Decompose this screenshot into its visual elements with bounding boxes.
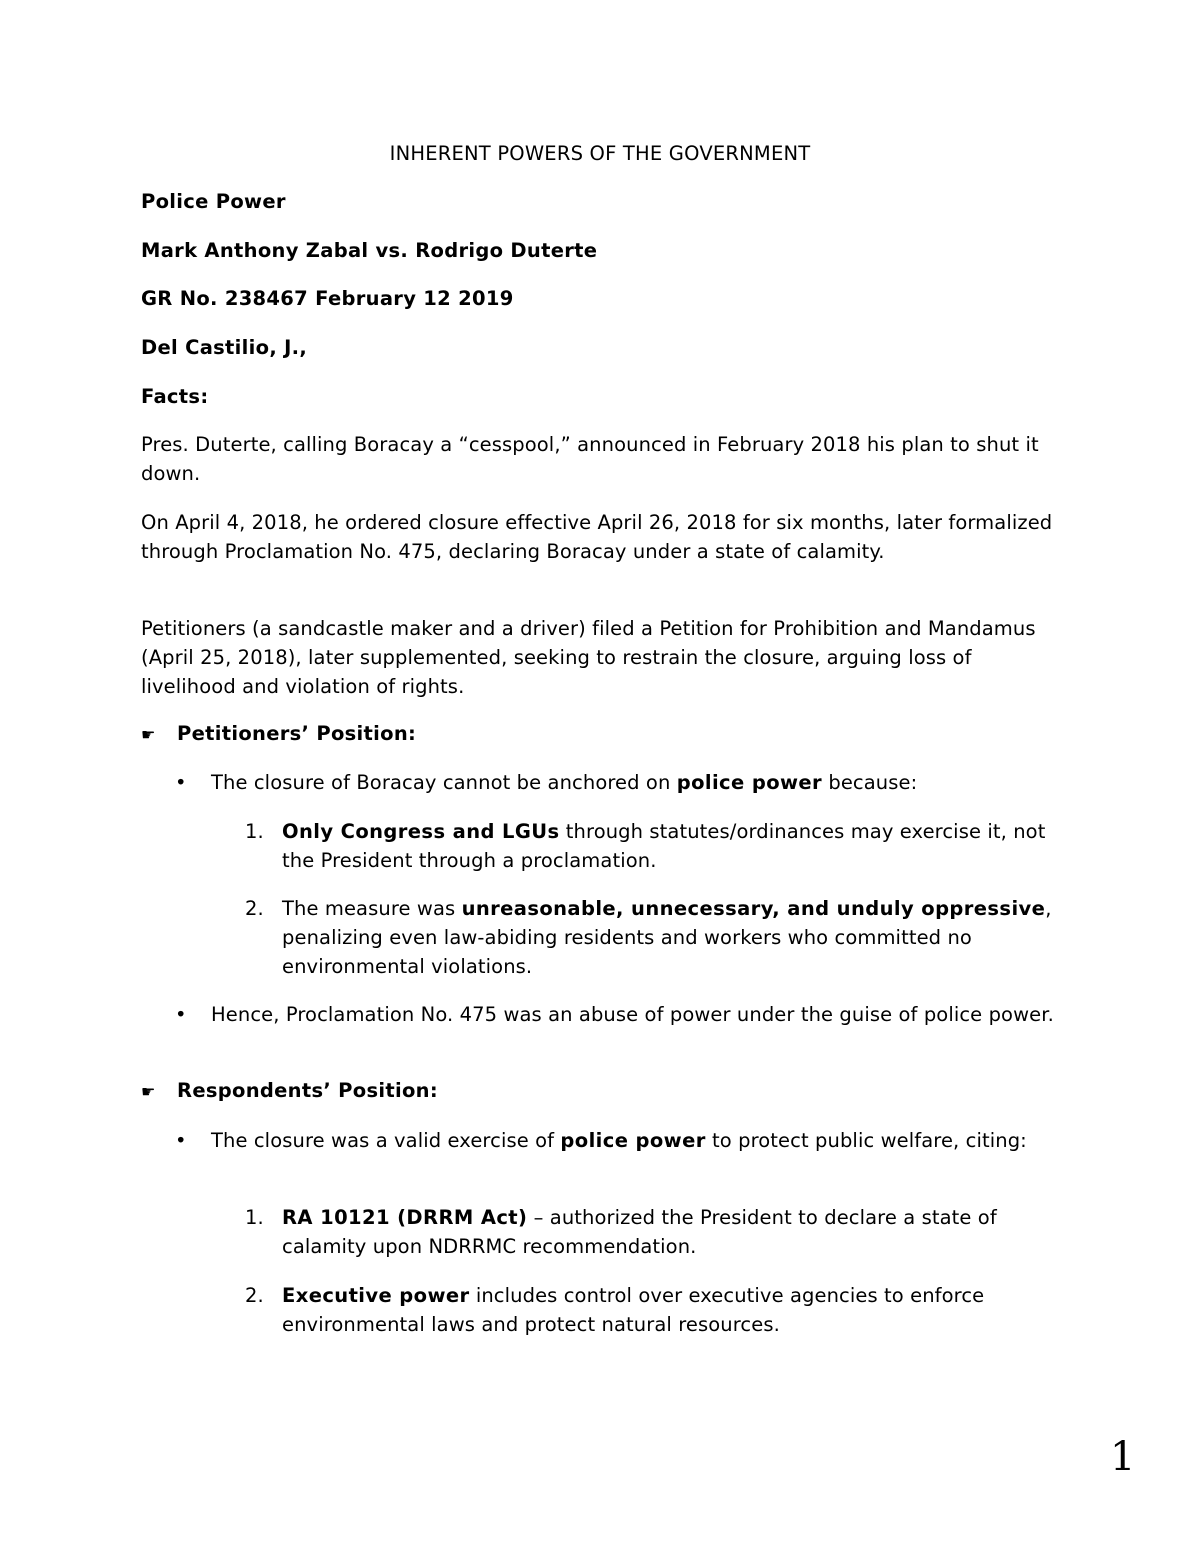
list-number: 1. [245, 820, 264, 843]
petitioners-heading [141, 720, 416, 749]
gr-number: GR No. 238467 February 12 2019 [141, 287, 514, 310]
bullet-icon: • [175, 1003, 187, 1026]
list-item: • The closure was a valid exercise of police power to protect public welfare, citing: [175, 1126, 1075, 1155]
list-item: 2. The measure was unreasonable, unnecessary, and unduly oppressive, penalizing even law-abiding residents and workers who committed no environmental violations. [245, 894, 1065, 981]
list-item: 2. Executive power includes control over executive agencies to enforce environmental laws and protect natural resources. [245, 1281, 1065, 1339]
bullet-icon: • [175, 771, 187, 794]
petitioners-heading-text: Petitioners’ Position: [177, 722, 417, 745]
list-number: 2. [245, 1284, 264, 1307]
section-heading: Police Power [141, 190, 286, 213]
pointing-hand-icon: ☛ [141, 1082, 156, 1101]
list-item: 1. Only Congress and LGUs through statutes/ordinances may exercise it, not the President through a proclamation. [245, 817, 1065, 875]
list-item: • The closure of Boracay cannot be anchored on police power because: [175, 768, 1075, 797]
list-item: 1. RA 10121 (DRRM Act) – authorized the President to declare a state of calamity upon NDRRMC recommendation. [245, 1203, 1065, 1261]
facts-paragraph-2: On April 4, 2018, he ordered closure effective April 26, 2018 for six months, later formalized through Proclamation No. 475, declaring Boracay under a state of calamity. [141, 511, 1053, 563]
respondents-heading-text: Respondents’ Position: [177, 1079, 438, 1102]
page-number: 1 [1110, 1434, 1136, 1480]
ponente: Del Castilio, J., [141, 336, 308, 359]
bullet-icon: • [175, 1129, 187, 1152]
document-title: INHERENT POWERS OF THE GOVERNMENT [389, 142, 811, 165]
facts-paragraph-1: Pres. Duterte, calling Boracay a “cesspool,” announced in February 2018 his plan to shut it down. [141, 433, 1039, 485]
case-title: Mark Anthony Zabal vs. Rodrigo Duterte [141, 239, 598, 262]
list-number: 1. [245, 1206, 264, 1229]
facts-paragraph-3: Petitioners (a sandcastle maker and a driver) filed a Petition for Prohibition and Mandamus (April 25, 2018), later supplemented, seeking to restrain the closure, arguing loss of livelihood and violation of rights. [141, 617, 1036, 698]
respondents-heading [141, 1077, 438, 1106]
facts-label: Facts: [141, 385, 209, 408]
list-number: 2. [245, 897, 264, 920]
pointing-hand-icon: ☛ [141, 725, 156, 744]
list-item: • Hence, Proclamation No. 475 was an abuse of power under the guise of police power. [175, 1000, 1075, 1029]
